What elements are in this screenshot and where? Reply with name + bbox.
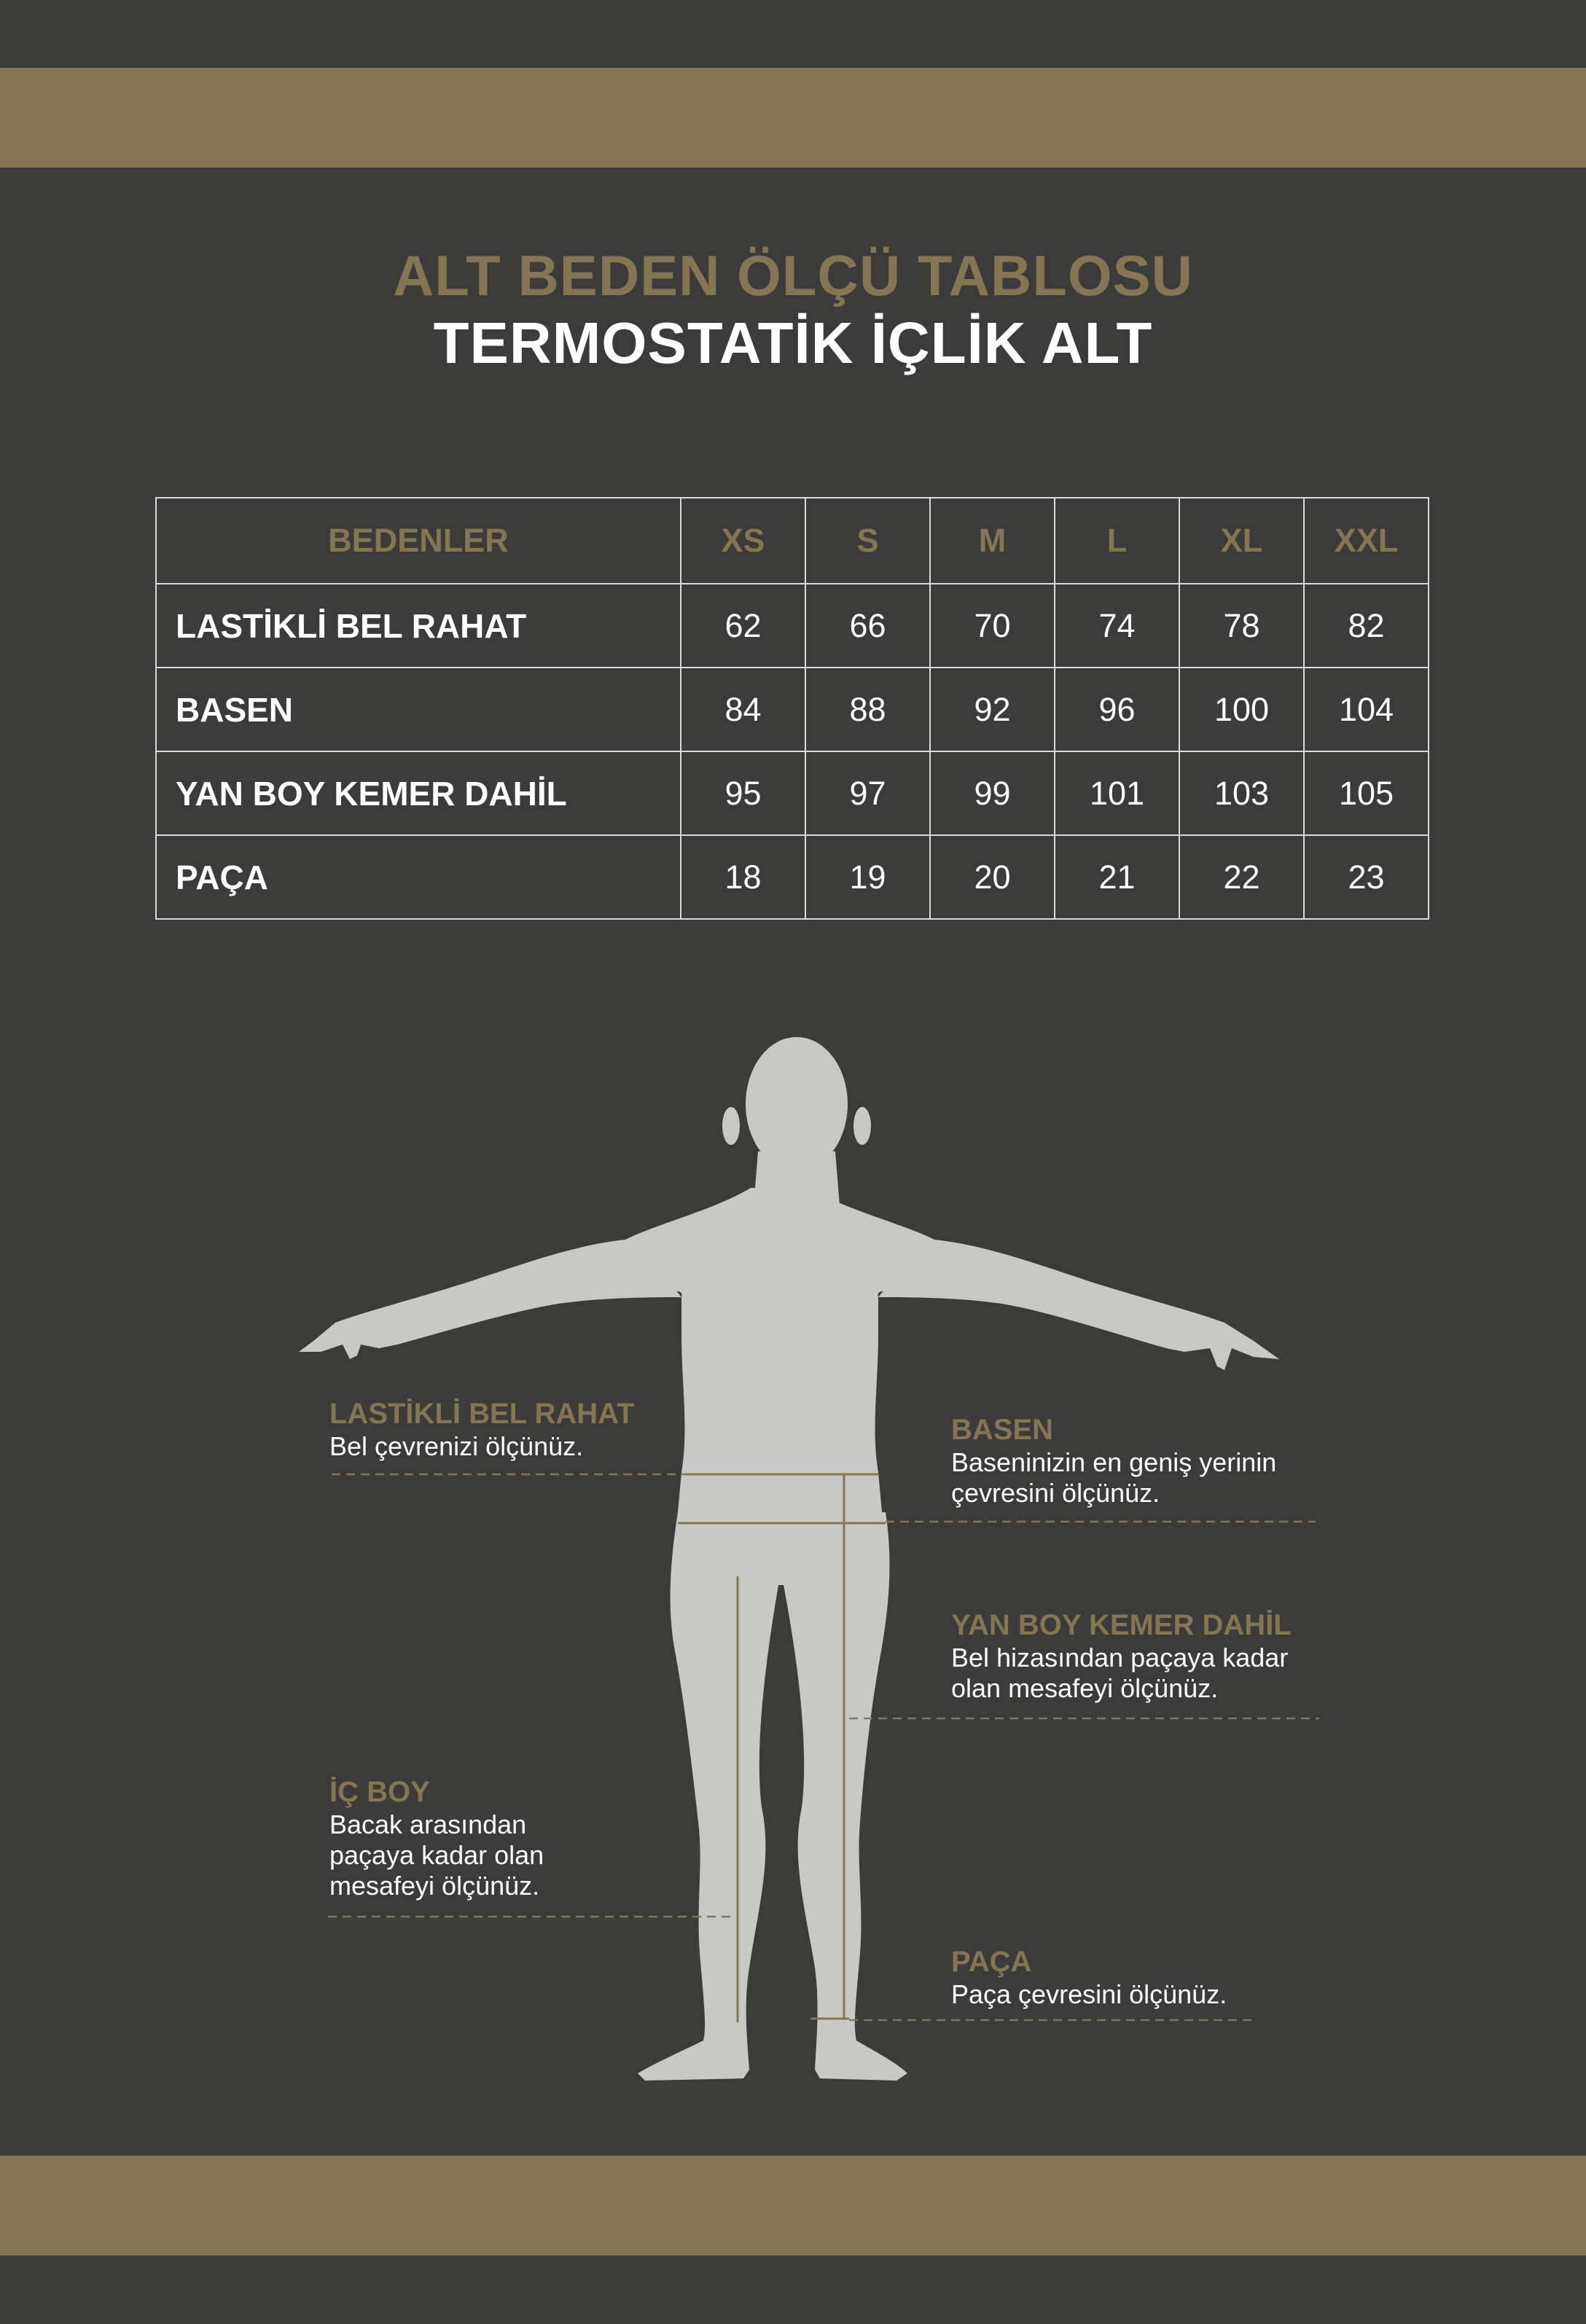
table-corner-header: BEDENLER [156,498,681,584]
size-header-xs: XS [681,498,805,584]
side-length-annotation-title: YAN BOY KEMER DAHİL [951,1609,1292,1641]
hip-annotation [951,1412,1276,1509]
size-header-xl: XL [1179,498,1304,584]
table-cell: 18 [681,835,805,919]
hip-annotation-text: Baseninizin en geniş yerinin çevresini ölçünüz. [951,1447,1277,1508]
size-header-l: L [1055,498,1179,584]
table-cell: 82 [1304,584,1429,668]
size-header-m: M [930,498,1055,584]
inseam-annotation [329,1775,544,1901]
table-cell: 103 [1179,751,1304,835]
table-cell: 88 [805,668,930,751]
hem-annotation-title: PAÇA [951,1946,1032,1978]
table-cell: 70 [930,584,1055,668]
table-cell: 92 [930,668,1055,751]
row-label: PAÇA [156,835,681,919]
bottom-accent-band [0,2156,1586,2255]
waist-annotation [329,1396,635,1462]
human-silhouette-icon [299,1037,1279,2081]
hip-annotation-title: BASEN [951,1414,1054,1446]
hem-annotation-text: Paça çevresini ölçünüz. [951,1979,1227,2009]
table-cell: 99 [930,751,1055,835]
table-cell: 66 [805,584,930,668]
table-cell: 23 [1304,835,1429,919]
size-header-xxl: XXL [1304,498,1429,584]
table-cell: 19 [805,835,930,919]
inseam-annotation-text: Bacak arasından paçaya kadar olan mesafeyi ölçünüz. [329,1809,544,1901]
table-cell: 78 [1179,584,1304,668]
table-cell: 104 [1304,668,1429,751]
waist-annotation-text: Bel çevrenizi ölçünüz. [329,1431,584,1461]
page-subtitle: TERMOSTATİK İÇLİK ALT [433,310,1153,375]
table-cell: 62 [681,584,805,668]
inseam-annotation-title: İÇ BOY [329,1776,430,1808]
table-cell: 22 [1179,835,1304,919]
table-cell: 96 [1055,668,1179,751]
hem-annotation [951,1944,1227,2010]
waist-annotation-title: LASTİKLİ BEL RAHAT [329,1398,635,1430]
table-cell: 95 [681,751,805,835]
table-cell: 97 [805,751,930,835]
page-title: ALT BEDEN ÖLÇÜ TABLOSU [392,243,1194,308]
table-cell: 105 [1304,751,1429,835]
table-cell: 100 [1179,668,1304,751]
table-cell: 84 [681,668,805,751]
table-cell: 74 [1055,584,1179,668]
table-cell: 20 [930,835,1055,919]
table-cell: 101 [1055,751,1179,835]
row-label: LASTİKLİ BEL RAHAT [156,584,681,668]
side-length-annotation [951,1608,1292,1704]
row-label: BASEN [156,668,681,751]
table-cell: 21 [1055,835,1179,919]
side-length-annotation-text: Bel hizasından paçaya kadar olan mesafeyi ölçünüz. [951,1643,1289,1703]
size-header-s: S [805,498,930,584]
row-label: YAN BOY KEMER DAHİL [156,751,681,835]
